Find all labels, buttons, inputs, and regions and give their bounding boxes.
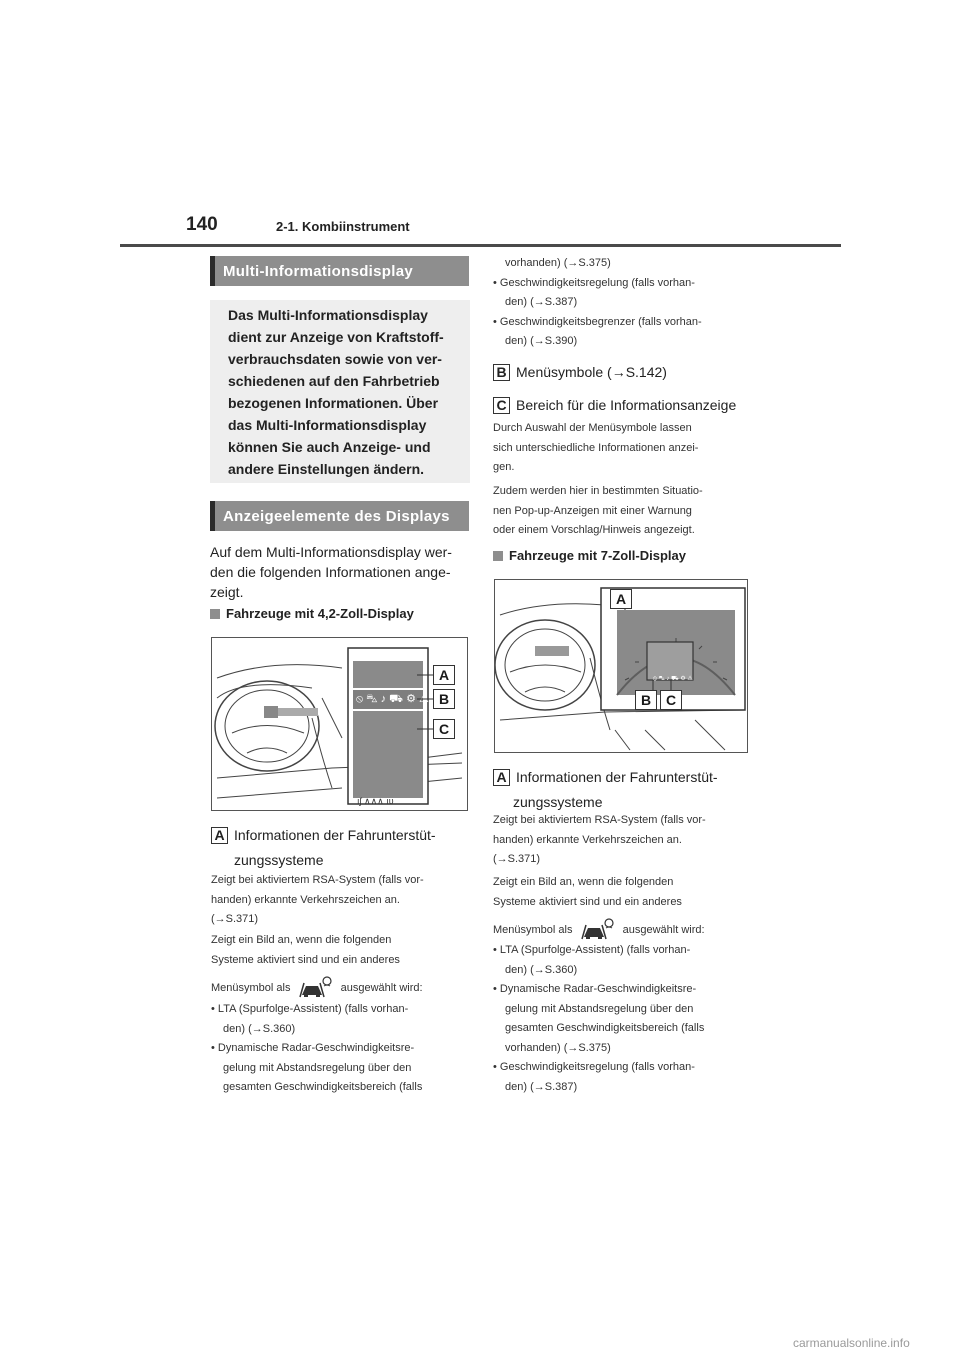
bullet-line: den) (→S.387) bbox=[505, 1080, 578, 1093]
menu-icons-glyphs-icon: ⦸ ⛍ ♪ ⛟ ⚙ ⚠ bbox=[653, 676, 693, 682]
intro-line: bezogenen Informationen. Über bbox=[228, 395, 439, 411]
bullet-line: • Geschwindigkeitsregelung (falls vorhan- bbox=[493, 1061, 695, 1073]
bullet-line: vorhanden) (→S.375) bbox=[505, 1041, 611, 1054]
subhead-label: Fahrzeuge mit 7-Zoll-Display bbox=[509, 548, 686, 563]
intro-box bbox=[210, 300, 470, 483]
text-line: Durch Auswahl der Menüsymbole lassen bbox=[493, 422, 692, 434]
text-line: Systeme aktiviert sind und ein anderes bbox=[211, 953, 400, 966]
text-line: Zeigt ein Bild an, wenn die folgenden bbox=[493, 876, 674, 888]
callout-b: B bbox=[433, 689, 455, 709]
left-bullets bbox=[211, 1000, 422, 1098]
figure-caption-mark: ıʃ ∧∧∧ ıʋ bbox=[357, 796, 394, 806]
item-c-body2 bbox=[493, 482, 703, 541]
square-bullet-icon bbox=[210, 609, 220, 619]
watermark: carmanualsonline.info bbox=[793, 1336, 910, 1350]
menu-pre: Menüsymbol als bbox=[493, 924, 573, 936]
square-bullet-icon bbox=[493, 551, 503, 561]
text-line: Zeigt ein Bild an, wenn die folgenden bbox=[211, 934, 392, 946]
bullet-line: gesamten Geschwindigkeitsbereich (falls bbox=[505, 1022, 705, 1034]
callout-c: C bbox=[660, 690, 682, 710]
page-number: 140 bbox=[186, 214, 218, 235]
section-bar-label: Anzeigeelemente des Displays bbox=[223, 507, 450, 525]
item-c-body bbox=[493, 419, 698, 478]
item-a-body2 bbox=[211, 931, 400, 970]
driver-assist-car-icon bbox=[580, 917, 616, 941]
driver-assist-car-icon bbox=[298, 975, 334, 999]
bullet-line: • LTA (Spurfolge-Assistent) (falls vorhan- bbox=[493, 944, 691, 956]
text-line: gen. bbox=[493, 461, 515, 473]
figure-7inch-display bbox=[494, 579, 748, 753]
section-title: 2-1. Kombiinstrument bbox=[276, 219, 410, 234]
bullet-line: gelung mit Abstandsregelung über den bbox=[223, 1061, 412, 1074]
text-line: Systeme aktiviert sind und ein anderes bbox=[493, 895, 682, 908]
bullet-line: • Geschwindigkeitsbegrenzer (falls vorhan- bbox=[493, 315, 702, 328]
bullet-line: • LTA (Spurfolge-Assistent) (falls vorhan- bbox=[211, 1003, 409, 1015]
intro-line: andere Einstellungen ändern. bbox=[228, 461, 425, 477]
intro-line: schiedenen auf den Fahrbetrieb bbox=[228, 373, 440, 389]
menu-post: ausgewählt wird: bbox=[622, 924, 705, 936]
figure-4inch-display bbox=[211, 637, 468, 811]
text-line: handen) erkannte Verkehrszeichen an. bbox=[493, 833, 682, 846]
item-a-title-cont: zungssysteme bbox=[513, 794, 603, 810]
item-a-title: Informationen der Fahrunterstüt- bbox=[516, 769, 718, 785]
text-line: nen Pop-up-Anzeigen mit einer Warnung bbox=[493, 504, 692, 517]
callout-leaders-icon bbox=[212, 638, 467, 810]
text-line: (→S.371) bbox=[493, 853, 541, 865]
item-a-badge: A bbox=[493, 769, 510, 786]
subhead-7inch bbox=[493, 548, 686, 563]
item-a-heading-right bbox=[493, 765, 718, 815]
bullet-line: den) (→S.360) bbox=[505, 963, 578, 976]
menu-post: ausgewählt wird: bbox=[340, 982, 423, 994]
intro-line: Das Multi-Informationsdisplay bbox=[228, 307, 428, 323]
bullet-line: • Dynamische Radar-Geschwindigkeitsre- bbox=[211, 1042, 415, 1054]
text-line: (→S.371) bbox=[211, 913, 259, 925]
item-a-body bbox=[211, 871, 424, 930]
intro-line: verbrauchsdaten sowie von ver- bbox=[228, 351, 442, 367]
item-b-heading bbox=[493, 360, 667, 385]
item-a-title: Informationen der Fahrunterstüt- bbox=[234, 827, 436, 843]
item-a-body2-right bbox=[493, 873, 682, 912]
text-line: Zudem werden hier in bestimmten Situatio- bbox=[493, 485, 703, 497]
text-line: Zeigt bei aktiviertem RSA-System (falls vor- bbox=[493, 814, 706, 826]
text-line: sich unterschiedliche Informationen anzei- bbox=[493, 441, 699, 454]
section-bar-display-elements bbox=[210, 501, 469, 531]
bullet-line: den) (→S.390) bbox=[505, 335, 578, 347]
text-line: den die folgenden Informationen ange- bbox=[210, 564, 451, 580]
text-line: handen) erkannte Verkehrszeichen an. bbox=[211, 893, 400, 906]
callout-b: B bbox=[635, 690, 657, 710]
menu-pre: Menüsymbol als bbox=[211, 982, 291, 994]
item-c-badge: C bbox=[493, 397, 510, 414]
bullet-line: vorhanden) (→S.375) bbox=[505, 257, 611, 269]
bullet-line: gesamten Geschwindigkeitsbereich (falls bbox=[223, 1081, 423, 1093]
item-a-heading bbox=[211, 823, 436, 873]
text-line: Zeigt bei aktiviertem RSA-System (falls vor- bbox=[211, 874, 424, 886]
item-c-title: Bereich für die Informationsanzeige bbox=[516, 397, 737, 413]
intro-line: das Multi-Informationsdisplay bbox=[228, 417, 427, 433]
paragraph-display-info bbox=[210, 542, 452, 602]
intro-line: können Sie auch Anzeige- und bbox=[228, 439, 431, 455]
bullet-line: • Dynamische Radar-Geschwindigkeitsre- bbox=[493, 983, 697, 995]
text-line: zeigt. bbox=[210, 584, 244, 600]
item-a-body-right bbox=[493, 811, 706, 870]
menu-symbol-line bbox=[211, 975, 423, 999]
bullet-line: • Geschwindigkeitsregelung (falls vorhan- bbox=[493, 276, 695, 289]
callout-a: A bbox=[610, 589, 632, 609]
section-bar-label: Multi-Informationsdisplay bbox=[223, 262, 414, 280]
intro-line: dient zur Anzeige von Kraftstoff- bbox=[228, 329, 444, 345]
subhead-4inch bbox=[210, 606, 414, 621]
header-rule bbox=[120, 244, 841, 247]
item-b-title: Menüsymbole (→S.142) bbox=[516, 364, 667, 380]
menu-icons-glyphs-icon: ⦸ ⛍ ♪ ⛟ ⚙ ⚠ bbox=[356, 693, 429, 705]
callout-c: C bbox=[433, 719, 455, 739]
text-line: oder einem Vorschlag/Hinweis angezeigt. bbox=[493, 524, 695, 536]
bullet-line: den) (→S.360) bbox=[223, 1022, 296, 1035]
item-a-title-cont: zungssysteme bbox=[234, 852, 324, 868]
callout-a: A bbox=[433, 665, 455, 685]
item-a-badge: A bbox=[211, 827, 228, 844]
menu-symbol-line-right bbox=[493, 917, 705, 941]
right-continuation bbox=[493, 254, 702, 352]
right-bullets bbox=[493, 941, 704, 1097]
section-bar-multi-info bbox=[210, 256, 469, 286]
subhead-label: Fahrzeuge mit 4,2-Zoll-Display bbox=[226, 606, 414, 621]
item-c-heading bbox=[493, 393, 736, 418]
bullet-line: gelung mit Abstandsregelung über den bbox=[505, 1002, 694, 1015]
text-line: Auf dem Multi-Informationsdisplay wer- bbox=[210, 544, 452, 560]
bullet-line: den) (→S.387) bbox=[505, 296, 578, 308]
item-b-badge: B bbox=[493, 364, 510, 381]
